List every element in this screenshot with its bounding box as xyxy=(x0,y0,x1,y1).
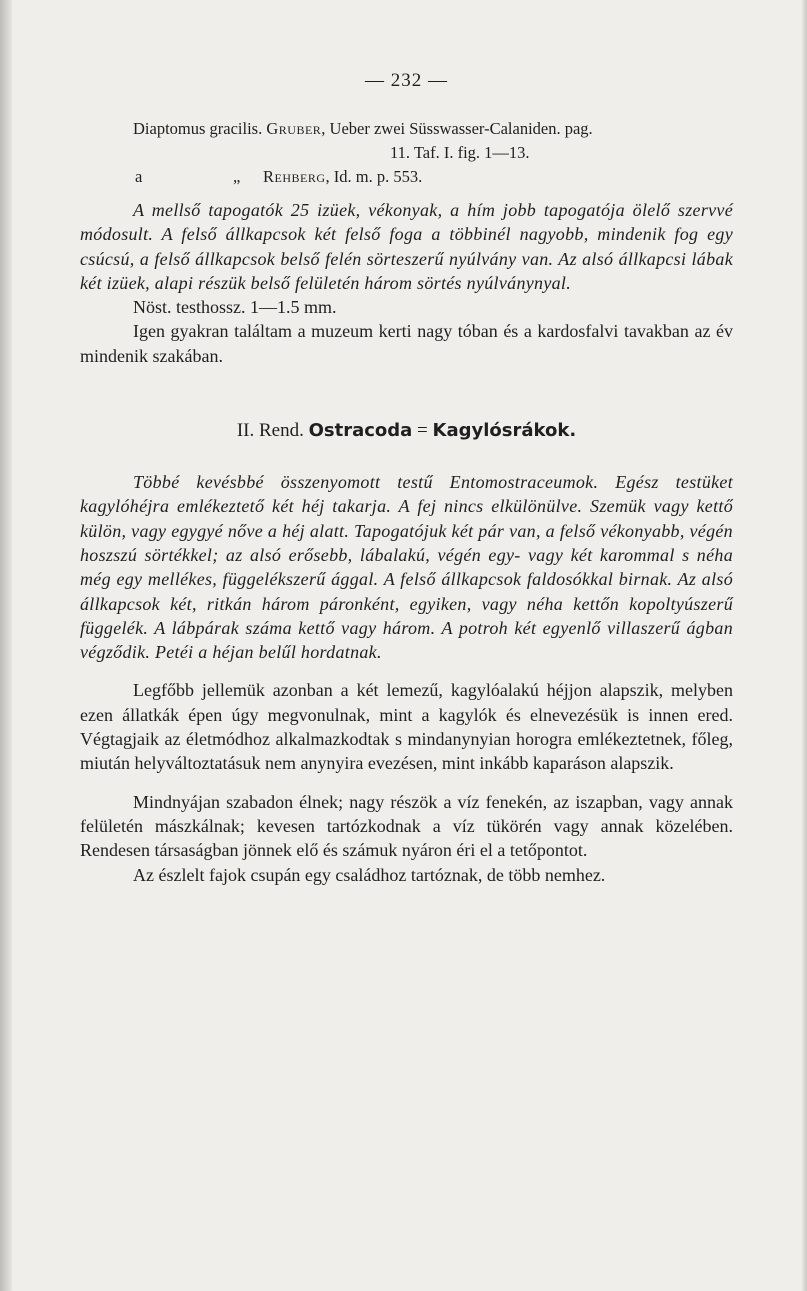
page-number: — 232 — xyxy=(365,70,448,91)
reference-citation-2: , Id. m. p. 553. xyxy=(325,167,423,186)
reference-author-2: Rehberg xyxy=(263,167,326,186)
habitat-paragraph: Mindnyájan szabadon élnek; nagy részök a víz fenekén, az iszapban, vagy annak felületén mászkálnak; kevesen tartózkodnak a víz tükörén vagy annak közelében. Rendesen társaságban jönnek elő és számuk nyáron éri el a tetőpontot. xyxy=(80,791,733,861)
size-line: Nöst. testhossz. 1—1.5 mm. xyxy=(133,297,337,318)
reference-title: , Ueber zwei Süsswasser-Calaniden. pag. xyxy=(321,119,593,138)
reference-line-3 xyxy=(80,165,733,189)
reference-line-1 xyxy=(80,117,733,141)
reference-a-marker: a xyxy=(135,167,143,186)
reference-block xyxy=(80,117,733,189)
page-shadow-right xyxy=(801,0,807,1291)
section-heading xyxy=(80,420,733,442)
ditto-mark: „ xyxy=(233,167,241,186)
species-description: A mellső tapogatók 25 izüek, vékonyak, a hím jobb tapogatója ölelő szervvé módosult. A felső állkapcsok két felső foga a többinél nagyobb, mindenik fog egy csúcsú, a felső állkapcsok belső felén sörteszerű nyúlvány van. Az alsó állkapcsi lábak két izüek, alapi részük belső felületén három sörtés nyúlványnyal. xyxy=(80,200,733,293)
heading-prefix: II. Rend. xyxy=(236,420,304,442)
reference-line-2: 11. Taf. I. fig. 1—13. xyxy=(390,143,530,162)
occurrence-paragraph: Igen gyakran találtam a muzeum kerti nagy tóban és a kardosfalvi tavakban az év mindenik szakában. xyxy=(80,321,733,366)
heading-hungarian: Kagylósrákok. xyxy=(432,420,577,442)
species-paragraph: Az észlelt fajok csupán egy családhoz tartóznak, de több nemhez. xyxy=(133,864,606,885)
group-description: Többé kevésbbé összenyomott testű Entomostraceumok. Egész testüket kagylóhéjra emlékeztető két héj takarja. A fej nincs elkülönülve. Szemük vagy kettő külön, vagy egygyé nőve a héj alatt. Tapogatójuk két pár van, a felső vékonyabb, végén hoszszú sörtékkel; az alsó erősebb, lábalakú, végén egy- vagy két karommal s néha még egy mellékes, függelékszerű ággal. A felső állkapcsok faldosókkal birnak. Az alsó állkapcsok két, ritkán három páronként, egyiken, vagy néha kettőn kopoltyúszerű függelék. A lábpárak száma kettő vagy három. A potroh két egyenlő villaszerű ágban végződik. Petéi a héjan belűl hordatnak. xyxy=(80,472,733,663)
page-shadow-left xyxy=(0,0,12,1291)
reference-author: Gruber xyxy=(266,119,322,138)
heading-equals: = xyxy=(417,420,428,442)
species-name: Diaptomus gracilis. xyxy=(133,119,263,138)
heading-latin: Ostracoda xyxy=(308,420,413,442)
page-content xyxy=(80,60,733,887)
main-paragraph: Legfőbb jellemük azonban a két lemezű, kagylóalakú héjjon alapszik, melyben ezen állatkák épen úgy megvonulnak, mint a kagylók és elnevezésük is innen ered. Végtagjaik az életmódhoz alkalmazkodtak s mindanynyian horogra emlékeztetnek, főleg, miután helyváltoztatásuk nem anynyira evezésen, mint inkább kaparáson alapszik. xyxy=(80,680,733,774)
